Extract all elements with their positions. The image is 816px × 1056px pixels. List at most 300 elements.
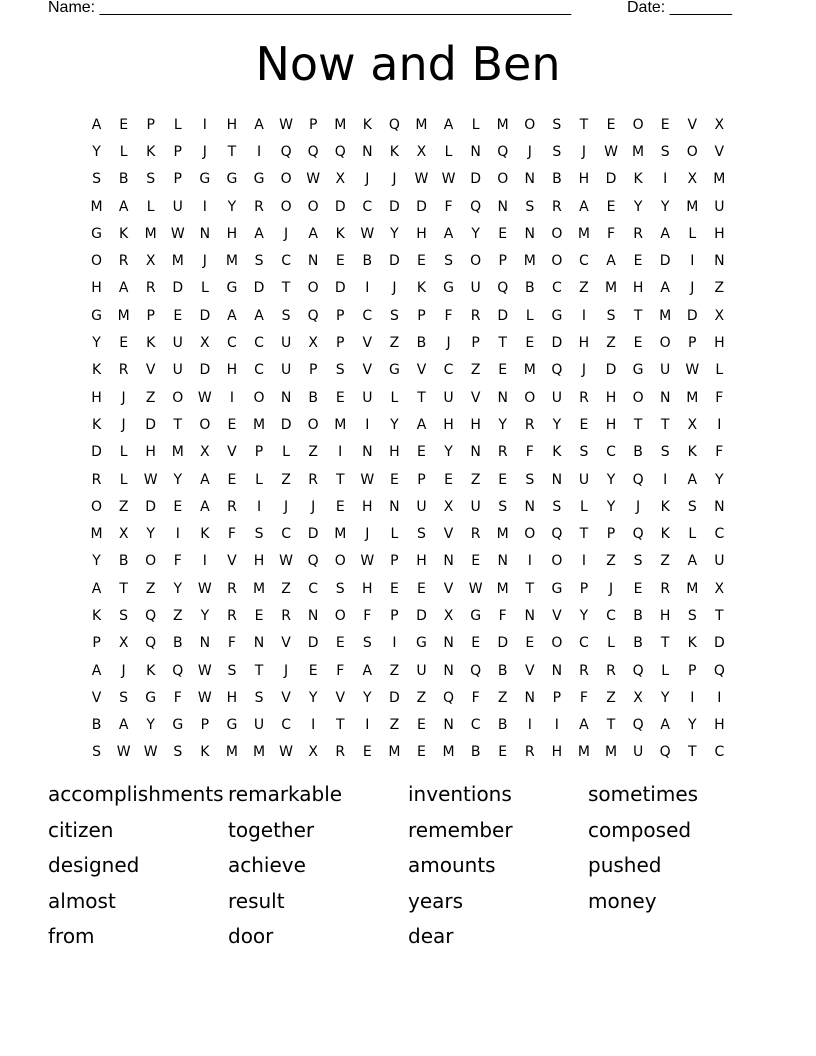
grid-letter: S: [146, 171, 156, 188]
grid-letter: O: [551, 225, 563, 242]
grid-letter: W: [414, 171, 429, 188]
grid-letter: J: [690, 280, 695, 297]
grid-letter: H: [632, 280, 644, 297]
grid-letter: F: [444, 198, 453, 215]
grid-letter: Y: [552, 416, 562, 433]
grid-letter: O: [307, 416, 319, 433]
grid-letter: I: [717, 416, 722, 433]
grid-letter: H: [551, 744, 563, 761]
grid-letter: U: [172, 335, 183, 352]
grid-letter: H: [253, 553, 265, 570]
grid-letter: Z: [308, 444, 318, 461]
grid-letter: M: [252, 744, 266, 761]
grid-letter: E: [417, 717, 426, 734]
word-list-item: accomplishments: [48, 782, 224, 806]
grid-letter: Q: [632, 471, 644, 488]
grid-letter: U: [470, 280, 481, 297]
grid-letter: H: [226, 225, 238, 242]
grid-letter: G: [172, 717, 184, 734]
grid-letter: C: [362, 198, 373, 215]
grid-row: [83, 302, 733, 329]
grid-letter: N: [199, 635, 211, 652]
grid-letter: Q: [307, 143, 319, 160]
grid-letter: G: [145, 689, 157, 706]
grid-letter: R: [524, 744, 535, 761]
grid-letter: O: [551, 635, 563, 652]
grid-letter: V: [281, 689, 291, 706]
grid-letter: J: [121, 662, 126, 679]
grid-letter: N: [524, 689, 536, 706]
grid-letter: Y: [92, 143, 101, 160]
grid-letter: E: [498, 471, 508, 488]
grid-letter: N: [551, 662, 563, 679]
grid-row: [83, 493, 733, 520]
grid-letter: C: [281, 717, 291, 734]
grid-letter: D: [253, 280, 265, 297]
grid-row: [83, 193, 733, 220]
grid-letter: M: [334, 416, 347, 433]
grid-letter: M: [144, 225, 157, 242]
grid-letter: X: [443, 607, 454, 624]
grid-letter: V: [443, 526, 454, 543]
grid-letter: T: [579, 526, 589, 543]
grid-letter: Y: [390, 225, 399, 242]
grid-letter: E: [417, 580, 426, 597]
grid-letter: A: [91, 580, 102, 597]
grid-letter: T: [633, 307, 643, 324]
grid-letter: W: [116, 744, 131, 761]
grid-letter: K: [200, 526, 210, 543]
grid-letter: P: [336, 307, 345, 324]
grid-letter: G: [253, 171, 265, 188]
grid-letter: K: [552, 444, 562, 461]
grid-letter: Y: [200, 607, 210, 624]
grid-letter: O: [497, 171, 509, 188]
grid-letter: X: [308, 744, 318, 761]
grid-letter: V: [416, 362, 427, 379]
grid-letter: T: [633, 416, 643, 433]
grid-letter: D: [91, 444, 102, 461]
grid-letter: N: [443, 553, 454, 570]
grid-letter: M: [496, 580, 509, 597]
grid-letter: I: [527, 717, 532, 734]
grid-letter: N: [497, 553, 508, 570]
grid-letter: E: [335, 498, 345, 515]
grid-letter: Z: [145, 389, 156, 406]
word-list-item: money: [588, 888, 657, 913]
grid-letter: S: [606, 307, 616, 324]
grid-letter: S: [227, 662, 237, 679]
grid-letter: N: [551, 471, 563, 488]
grid-letter: Q: [659, 744, 671, 761]
grid-letter: U: [280, 362, 292, 379]
grid-letter: U: [416, 662, 427, 679]
grid-letter: H: [226, 689, 238, 706]
grid-letter: H: [578, 171, 590, 188]
grid-letter: M: [577, 744, 590, 761]
grid-letter: V: [470, 389, 481, 406]
grid-letter: W: [197, 580, 212, 597]
grid-letter: S: [92, 744, 101, 761]
grid-letter: F: [173, 553, 182, 570]
grid-letter: K: [91, 416, 102, 433]
grid-letter: S: [660, 143, 670, 160]
grid-letter: C: [579, 253, 589, 270]
grid-letter: J: [365, 171, 370, 188]
grid-letter: M: [496, 526, 509, 543]
grid-letter: C: [606, 444, 616, 461]
grid-letter: L: [525, 307, 534, 324]
grid-letter: T: [281, 280, 291, 297]
grid-letter: Z: [497, 689, 508, 706]
grid-letter: E: [254, 607, 264, 624]
grid-letter: N: [659, 389, 671, 406]
page-title: Now and Ben: [255, 37, 561, 91]
grid-letter: B: [91, 717, 102, 734]
grid-letter: B: [416, 335, 427, 352]
grid-letter: Y: [363, 689, 372, 706]
grid-letter: E: [119, 116, 129, 133]
grid-letter: T: [525, 580, 535, 597]
grid-letter: G: [551, 580, 563, 597]
grid-letter: I: [311, 717, 316, 734]
grid-letter: G: [416, 635, 427, 652]
grid-letter: S: [173, 744, 183, 761]
grid-letter: S: [525, 198, 535, 215]
grid-letter: O: [334, 607, 346, 624]
grid-letter: B: [497, 662, 508, 679]
grid-row: [83, 466, 733, 493]
grid-letter: R: [335, 744, 346, 761]
grid-letter: F: [444, 307, 453, 324]
grid-letter: Y: [471, 225, 480, 242]
grid-letter: P: [606, 526, 616, 543]
grid-letter: S: [660, 444, 670, 461]
grid-letter: H: [470, 416, 481, 433]
grid-letter: J: [527, 143, 532, 160]
grid-letter: Z: [660, 553, 670, 570]
grid-letter: K: [687, 444, 697, 461]
grid-letter: V: [145, 362, 156, 379]
grid-letter: G: [91, 307, 102, 324]
grid-letter: F: [579, 689, 588, 706]
grid-letter: W: [604, 143, 618, 160]
grid-letter: X: [687, 171, 698, 188]
grid-letter: E: [471, 553, 481, 570]
grid-letter: X: [714, 580, 725, 597]
grid-letter: X: [200, 444, 210, 461]
grid-letter: R: [227, 607, 237, 624]
grid-letter: E: [498, 225, 508, 242]
grid-letter: S: [389, 307, 399, 324]
grid-letter: L: [688, 526, 697, 543]
grid-letter: W: [360, 225, 375, 242]
grid-letter: S: [254, 253, 264, 270]
grid-letter: Z: [118, 498, 129, 515]
grid-letter: Y: [687, 717, 697, 734]
grid-letter: N: [307, 607, 319, 624]
grid-letter: E: [579, 416, 589, 433]
grid-letter: S: [254, 526, 264, 543]
grid-letter: L: [607, 635, 615, 652]
grid-letter: C: [254, 362, 264, 379]
grid-letter: L: [661, 662, 670, 679]
grid-letter: I: [554, 717, 559, 734]
grid-letter: Z: [145, 580, 156, 597]
grid-letter: I: [663, 471, 668, 488]
grid-letter: H: [145, 444, 156, 461]
grid-letter: W: [170, 225, 185, 242]
grid-letter: J: [608, 580, 614, 597]
grid-letter: N: [524, 607, 536, 624]
grid-letter: Y: [390, 416, 399, 433]
grid-letter: Q: [172, 662, 184, 679]
grid-letter: O: [91, 498, 103, 515]
grid-letter: G: [226, 717, 238, 734]
grid-letter: D: [713, 635, 725, 652]
grid-letter: U: [470, 498, 481, 515]
grid-letter: W: [441, 171, 456, 188]
grid-letter: E: [417, 744, 426, 761]
grid-letter: R: [579, 389, 589, 406]
grid-letter: G: [388, 362, 400, 379]
grid-letter: H: [578, 335, 590, 352]
grid-letter: A: [254, 225, 264, 242]
grid-letter: P: [417, 307, 426, 324]
grid-letter: M: [252, 580, 266, 597]
grid-letter: L: [200, 280, 209, 297]
grid-letter: Z: [281, 471, 291, 488]
grid-letter: G: [632, 362, 644, 379]
word-list-item: together: [228, 817, 315, 842]
grid-letter: E: [471, 635, 481, 652]
grid-letter: E: [173, 498, 183, 515]
grid-letter: L: [390, 389, 399, 406]
grid-letter: V: [443, 580, 454, 597]
grid-letter: S: [362, 635, 372, 652]
word-list-item: sometimes: [588, 782, 699, 806]
grid-letter: W: [197, 389, 212, 406]
grid-letter: Y: [498, 416, 507, 433]
grid-letter: A: [254, 116, 264, 133]
grid-letter: J: [392, 280, 397, 297]
grid-letter: Y: [606, 471, 616, 488]
grid-letter: W: [306, 171, 321, 188]
grid-letter: V: [281, 635, 291, 652]
grid-letter: T: [335, 717, 345, 734]
grid-letter: B: [552, 171, 562, 188]
grid-letter: N: [714, 498, 725, 515]
grid-letter: Z: [172, 607, 183, 624]
grid-letter: C: [308, 580, 319, 597]
grid-letter: X: [714, 307, 725, 324]
grid-letter: S: [92, 171, 101, 188]
grid-letter: L: [580, 498, 588, 515]
grid-letter: Q: [443, 689, 455, 706]
grid-letter: U: [416, 498, 427, 515]
grid-letter: O: [145, 553, 157, 570]
grid-letter: E: [389, 580, 399, 597]
grid-letter: I: [256, 498, 262, 515]
grid-letter: A: [579, 717, 589, 734]
grid-letter: F: [173, 689, 182, 706]
grid-letter: E: [227, 416, 237, 433]
grid-letter: P: [308, 116, 318, 133]
grid-letter: Q: [280, 143, 292, 160]
grid-letter: X: [633, 689, 643, 706]
grid-letter: T: [335, 471, 345, 488]
grid-letter: Y: [146, 717, 155, 734]
grid-letter: H: [605, 389, 617, 406]
grid-letter: E: [335, 635, 345, 652]
grid-letter: E: [606, 198, 616, 215]
grid-letter: L: [119, 444, 128, 461]
grid-letter: S: [335, 580, 345, 597]
grid-letter: K: [146, 143, 156, 160]
grid-row: [83, 520, 733, 547]
grid-letter: E: [417, 444, 426, 461]
grid-letter: F: [471, 689, 480, 706]
grid-letter: E: [335, 253, 345, 270]
grid-letter: N: [714, 253, 725, 270]
grid-letter: I: [581, 553, 587, 570]
grid-letter: G: [91, 225, 102, 242]
grid-letter: Z: [579, 280, 589, 297]
grid-letter: Z: [470, 471, 481, 488]
grid-letter: X: [416, 143, 427, 160]
word-list: [48, 778, 768, 956]
grid-letter: M: [334, 116, 347, 133]
grid-letter: M: [523, 253, 536, 270]
grid-letter: Z: [714, 280, 725, 297]
grid-letter: M: [496, 116, 509, 133]
grid-letter: N: [362, 444, 373, 461]
grid-letter: R: [660, 580, 671, 597]
grid-row: [83, 384, 733, 411]
grid-letter: U: [172, 198, 183, 215]
grid-letter: K: [91, 362, 102, 379]
grid-letter: A: [91, 116, 102, 133]
grid-letter: M: [632, 143, 645, 160]
grid-letter: E: [444, 471, 453, 488]
grid-letter: N: [497, 389, 508, 406]
grid-letter: V: [687, 116, 698, 133]
grid-letter: V: [525, 662, 535, 679]
grid-letter: P: [390, 553, 399, 570]
grid-letter: I: [527, 553, 532, 570]
grid-row: [83, 220, 733, 247]
grid-letter: R: [118, 362, 129, 379]
grid-letter: N: [443, 717, 454, 734]
word-list-item: composed: [588, 817, 692, 842]
grid-letter: V: [362, 362, 373, 379]
grid-letter: O: [280, 171, 292, 188]
grid-letter: O: [632, 389, 644, 406]
grid-letter: E: [525, 635, 535, 652]
grid-letter: F: [498, 607, 507, 624]
grid-letter: N: [199, 225, 211, 242]
grid-letter: I: [256, 143, 262, 160]
grid-letter: G: [226, 280, 238, 297]
grid-letter: G: [199, 171, 211, 188]
grid-letter: X: [145, 253, 156, 270]
grid-letter: F: [336, 662, 345, 679]
grid-letter: H: [226, 362, 238, 379]
grid-letter: Z: [606, 689, 616, 706]
grid-letter: X: [118, 635, 129, 652]
grid-letter: X: [335, 171, 346, 188]
grid-letter: A: [227, 307, 237, 324]
grid-letter: S: [633, 553, 643, 570]
grid-letter: D: [470, 171, 482, 188]
grid-letter: K: [416, 280, 427, 297]
grid-letter: X: [200, 335, 210, 352]
grid-letter: M: [171, 444, 184, 461]
grid-letter: M: [659, 307, 672, 324]
grid-letter: D: [199, 362, 211, 379]
grid-letter: N: [524, 498, 536, 515]
word-list-item: door: [228, 924, 274, 948]
grid-letter: S: [119, 607, 129, 624]
grid-letter: U: [280, 335, 292, 352]
grid-letter: Q: [307, 553, 319, 570]
grid-letter: M: [686, 198, 699, 215]
grid-letter: E: [335, 389, 345, 406]
grid-letter: P: [552, 689, 562, 706]
grid-letter: C: [714, 744, 725, 761]
grid-row: [83, 575, 733, 602]
grid-letter: N: [443, 635, 454, 652]
grid-row: [83, 411, 733, 438]
grid-letter: H: [659, 607, 671, 624]
grid-letter: U: [551, 389, 562, 406]
grid-letter: S: [335, 362, 345, 379]
grid-letter: C: [281, 526, 291, 543]
grid-letter: Q: [632, 717, 644, 734]
grid-letter: H: [605, 416, 617, 433]
grid-letter: R: [470, 526, 481, 543]
grid-letter: K: [200, 744, 210, 761]
grid-letter: Z: [606, 553, 616, 570]
word-list-item: result: [228, 888, 285, 913]
grid-letter: I: [202, 553, 207, 570]
grid-letter: Y: [227, 198, 237, 215]
grid-letter: S: [579, 444, 589, 461]
grid-letter: N: [443, 662, 454, 679]
grid-letter: I: [663, 171, 668, 188]
grid-letter: B: [497, 717, 508, 734]
grid-letter: E: [498, 744, 508, 761]
grid-letter: M: [117, 307, 130, 324]
grid-letter: S: [119, 689, 129, 706]
grid-letter: P: [498, 253, 507, 270]
grid-letter: Z: [389, 335, 400, 352]
grid-letter: O: [524, 116, 536, 133]
grid-letter: M: [686, 389, 699, 406]
grid-letter: S: [498, 498, 508, 515]
grid-letter: L: [390, 526, 399, 543]
grid-letter: S: [687, 498, 697, 515]
grid-letter: Q: [497, 143, 509, 160]
grid-letter: A: [579, 198, 589, 215]
grid-letter: D: [145, 498, 157, 515]
grid-letter: D: [389, 198, 400, 215]
grid-letter: J: [121, 416, 126, 433]
grid-letter: E: [633, 580, 643, 597]
grid-letter: G: [551, 307, 563, 324]
grid-letter: R: [470, 307, 481, 324]
grid-letter: C: [551, 280, 562, 297]
